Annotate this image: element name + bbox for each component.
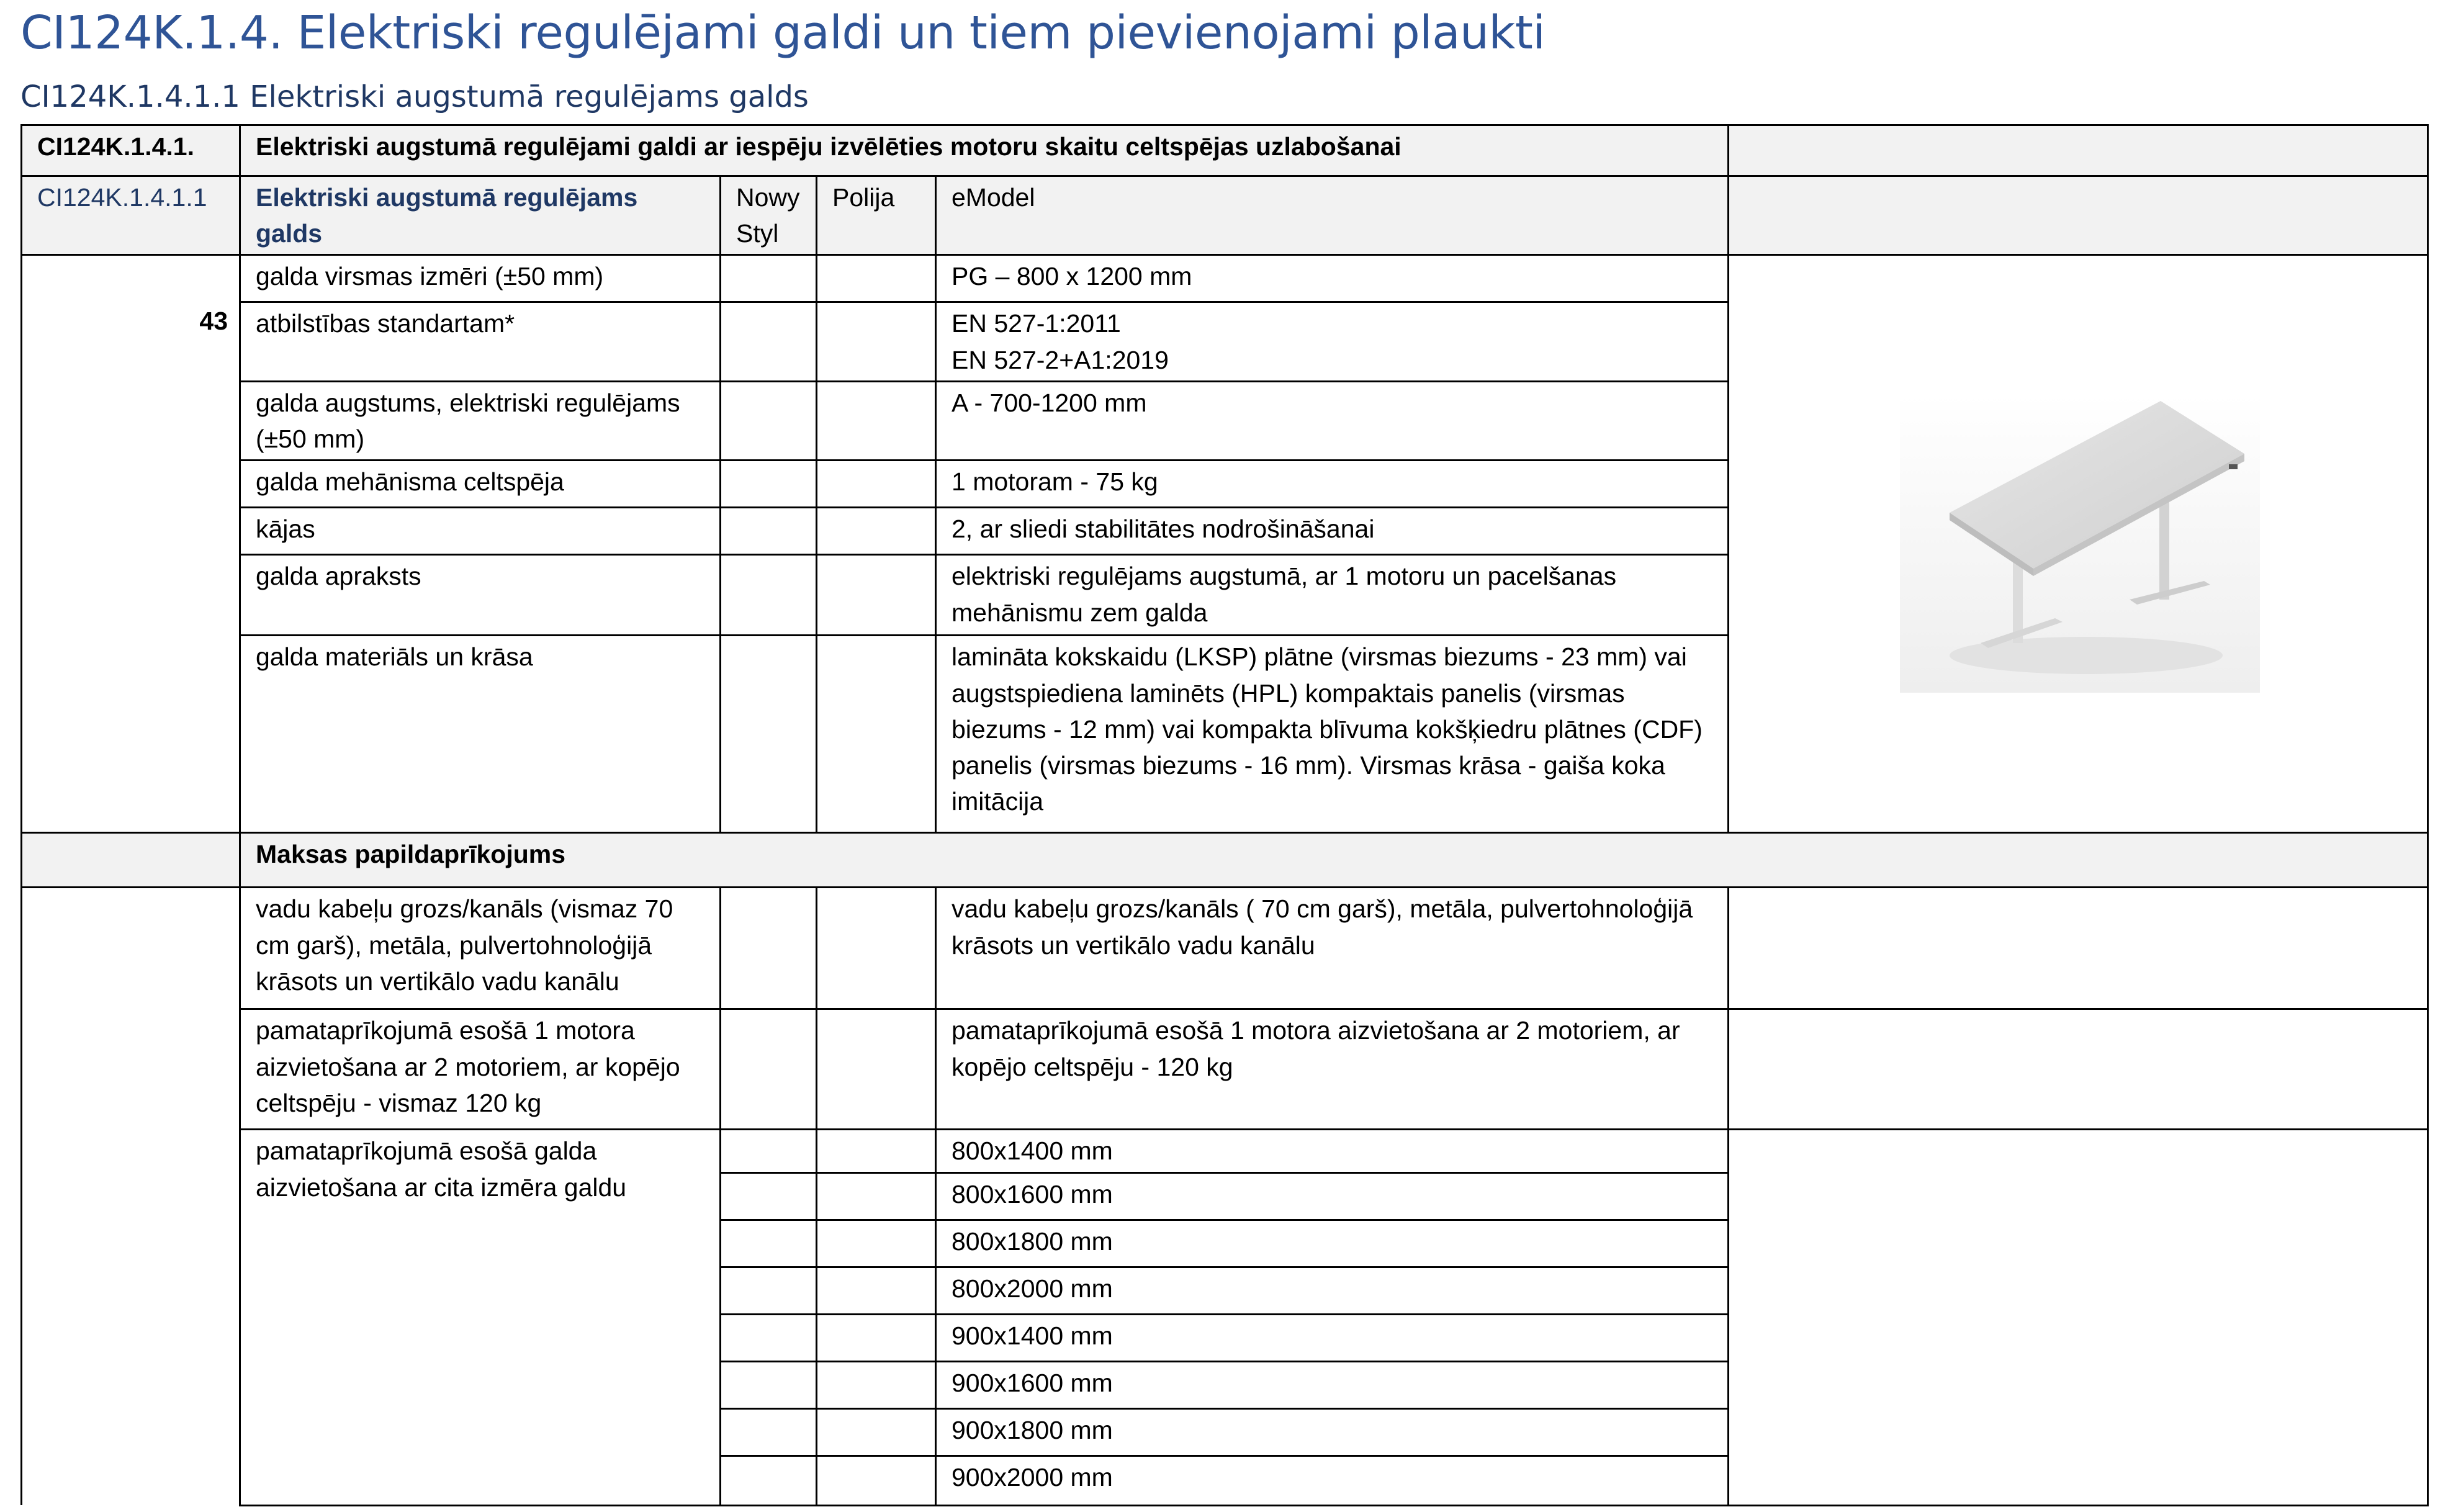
header-empty-cell <box>1729 176 2428 255</box>
group-empty-cell <box>1729 125 2428 176</box>
header-title: Elektriski augstumā regulējams galds <box>240 176 721 255</box>
size-empty-cell <box>817 1408 936 1456</box>
header-row <box>22 176 2428 255</box>
optional-label: pamataprīkojumā esošā 1 motora aizvietošana ar 2 motoriem, ar kopējo celtspēju - vismaz 120 kg <box>240 1009 721 1130</box>
section-heading: CI124K.1.4. Elektriski regulējami galdi un tiem pievienojami plaukti <box>20 6 1545 60</box>
size-empty-cell <box>721 1172 817 1220</box>
size-value: 900x2000 mm <box>936 1456 1729 1505</box>
spec-value: A - 700-1200 mm <box>936 381 1729 460</box>
spec-value: PG – 800 x 1200 mm <box>936 255 1729 302</box>
optional-row <box>22 1009 2428 1130</box>
header-country: Polija <box>817 176 936 255</box>
size-empty-cell <box>721 1456 817 1505</box>
spec-empty-cell <box>817 508 936 555</box>
spec-value: elektriski regulējams augstumā, ar 1 motoru un pacelšanas mehānismu zem galda <box>936 555 1729 636</box>
spec-value: lamināta kokskaidu (LKSP) plātne (virsmas biezums - 23 mm) vai augstspiediena laminēts (HPL) kompaktais panelis (virsmas biezums - 12 mm) vai kompakta blīvuma kokšķiedru plātnes (CDF) panelis (virsmas biezums - 16 mm). Virsmas krāsa - gaiša koka imitācija <box>936 636 1729 833</box>
optional-extra-cell <box>1729 888 2428 1009</box>
size-empty-cell <box>817 1172 936 1220</box>
optional-code-cell <box>22 888 240 1505</box>
spec-empty-cell <box>721 302 817 381</box>
spec-empty-cell <box>817 636 936 833</box>
spec-empty-cell <box>817 381 936 460</box>
size-value: 900x1400 mm <box>936 1314 1729 1361</box>
header-code: CI124K.1.4.1.1 <box>22 176 240 255</box>
size-row <box>22 1130 2428 1172</box>
size-empty-cell <box>817 1130 936 1172</box>
spec-empty-cell <box>817 555 936 636</box>
optional-label: vadu kabeļu grozs/kanāls (vismaz 70 cm garš), metāla, pulvertohnoloģijā krāsots un vertikālo vadu kanālu <box>240 888 721 1009</box>
spec-value: 2, ar sliedi stabilitātes nodrošināšanai <box>936 508 1729 555</box>
spec-empty-cell <box>721 636 817 833</box>
spec-empty-cell <box>817 255 936 302</box>
size-empty-cell <box>817 1314 936 1361</box>
spec-label: galda augstums, elektriski regulējams (±50 mm) <box>240 381 721 460</box>
group-row <box>22 125 2428 176</box>
size-empty-cell <box>721 1220 817 1267</box>
spec-value: 1 motoram - 75 kg <box>936 461 1729 508</box>
spec-empty-cell <box>721 461 817 508</box>
spec-empty-cell <box>817 302 936 381</box>
height-adjustable-desk-image <box>1900 395 2260 693</box>
size-value: 800x1800 mm <box>936 1220 1729 1267</box>
spec-row <box>22 255 2428 302</box>
spec-label: galda materiāls un krāsa <box>240 636 721 833</box>
size-value: 900x1800 mm <box>936 1408 1729 1456</box>
size-empty-cell <box>721 1408 817 1456</box>
size-empty-cell <box>817 1267 936 1314</box>
spec-empty-cell <box>721 381 817 460</box>
size-value: 800x1600 mm <box>936 1172 1729 1220</box>
optional-extra-cell <box>1729 1009 2428 1130</box>
size-label: pamataprīkojumā esošā galda aizvietošana ar cita izmēra galdu <box>240 1130 721 1505</box>
spec-label: galda mehānisma celtspēja <box>240 461 721 508</box>
header-model: eModel <box>936 176 1729 255</box>
size-value: 800x2000 mm <box>936 1267 1729 1314</box>
size-empty-cell <box>817 1220 936 1267</box>
size-extra-cell <box>1729 1130 2428 1505</box>
size-value: 800x1400 mm <box>936 1130 1729 1172</box>
subsection-heading: CI124K.1.4.1.1 Elektriski augstumā regulējams galds <box>20 79 809 114</box>
optional-header-row <box>22 833 2428 888</box>
header-manufacturer: Nowy Styl <box>721 176 817 255</box>
spec-label: kājas <box>240 508 721 555</box>
optional-value: pamataprīkojumā esošā 1 motora aizvietošana ar 2 motoriem, ar kopējo celtspēju - 120 kg <box>936 1009 1729 1130</box>
optional-value: vadu kabeļu grozs/kanāls ( 70 cm garš), metāla, pulvertohnoloģijā krāsots un vertikālo vadu kanālu <box>936 888 1729 1009</box>
optional-row <box>22 888 2428 1009</box>
spec-empty-cell <box>721 255 817 302</box>
optional-empty-cell <box>22 833 240 888</box>
spec-label: galda virsmas izmēri (±50 mm) <box>240 255 721 302</box>
spec-label: galda apraksts <box>240 555 721 636</box>
spec-value: EN 527-1:2011 EN 527-2+A1:2019 <box>936 302 1729 381</box>
size-empty-cell <box>817 1361 936 1408</box>
spec-empty-cell <box>721 555 817 636</box>
specification-table <box>20 124 2429 1506</box>
product-image-cell <box>1729 255 2428 833</box>
size-empty-cell <box>721 1314 817 1361</box>
optional-empty-cell <box>817 888 936 1009</box>
size-empty-cell <box>817 1456 936 1505</box>
group-code: CI124K.1.4.1. <box>22 125 240 176</box>
group-title: Elektriski augstumā regulējami galdi ar iespēju izvēlēties motoru skaitu celtspējas uzlabošanai <box>240 125 1729 176</box>
spec-empty-cell <box>817 461 936 508</box>
optional-empty-cell <box>721 1009 817 1130</box>
size-empty-cell <box>721 1267 817 1314</box>
spec-empty-cell <box>721 508 817 555</box>
item-number: 43 <box>22 255 240 833</box>
spec-label: atbilstības standartam* <box>240 302 721 381</box>
optional-empty-cell <box>721 888 817 1009</box>
optional-empty-cell <box>817 1009 936 1130</box>
size-value: 900x1600 mm <box>936 1361 1729 1408</box>
size-empty-cell <box>721 1130 817 1172</box>
size-empty-cell <box>721 1361 817 1408</box>
optional-header: Maksas papildaprīkojums <box>240 833 2428 888</box>
